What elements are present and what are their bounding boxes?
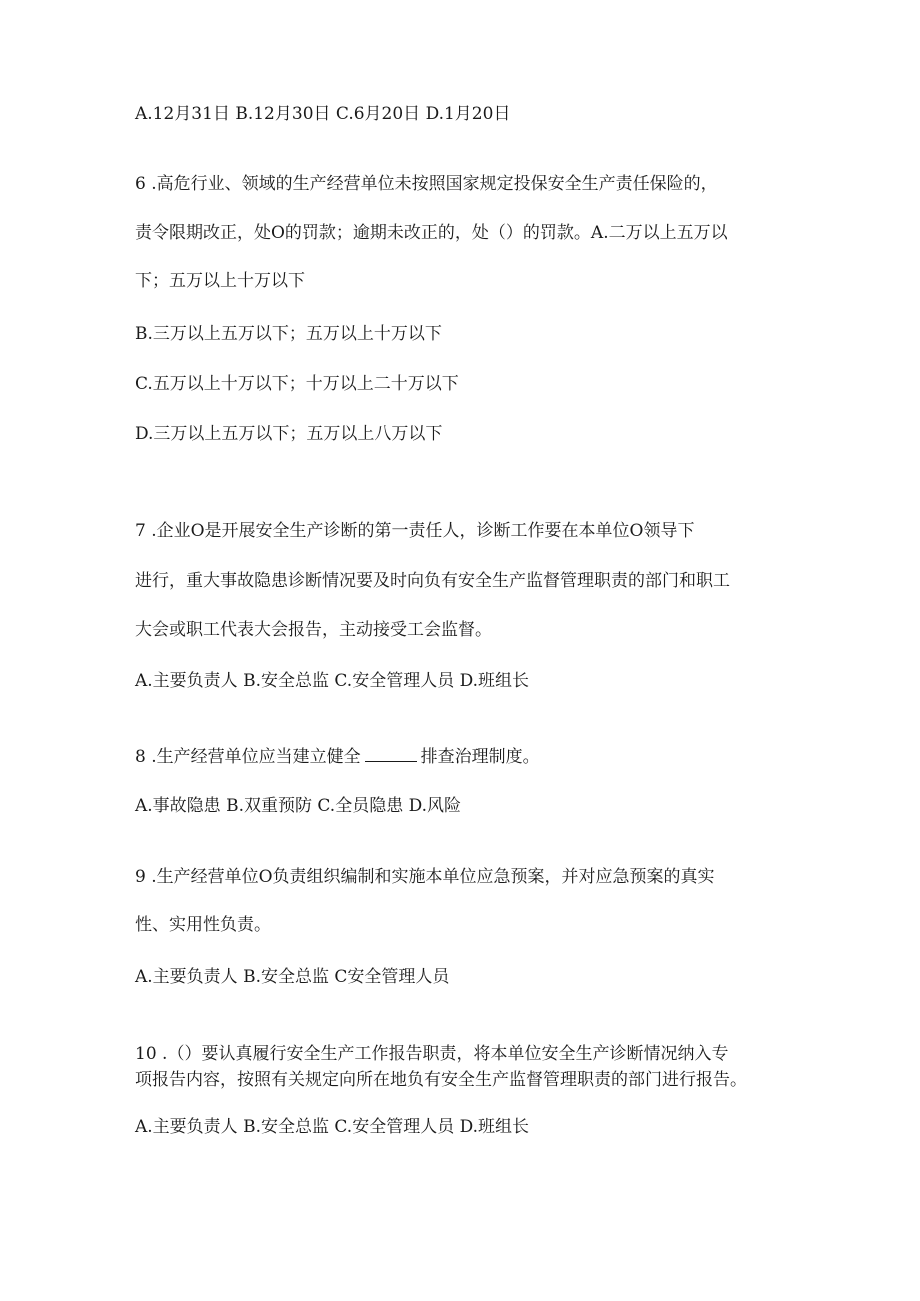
q9-stem-line1: 9 .生产经营单位O负责组织编制和实施本单位应急预案，并对应急预案的真实 — [135, 867, 715, 887]
q6-stem-line1: 6 .高危行业、领域的生产经营单位未按照国家规定投保安全生产责任保险的， — [135, 174, 718, 194]
q8-stem — [135, 745, 540, 768]
q5-options: A.12月31日 B.12月30日 C.6月20日 D.1月20日 — [135, 104, 511, 124]
q10-stem-line2: 项报告内容，按照有关规定向所在地负有安全生产监督管理职责的部门进行报告。 — [135, 1070, 747, 1090]
q6-stem-line2: 责令限期改正，处O的罚款；逾期未改正的，处（）的罚款。A.二万以上五万以 — [135, 223, 728, 243]
q9-options: A.主要负责人 B.安全总监 C安全管理人员 — [135, 967, 450, 987]
q8-stem-after: 排查治理制度。 — [420, 747, 540, 767]
q6-option-d: D.三万以上五万以下；五万以上八万以下 — [135, 424, 443, 444]
q7-options: A.主要负责人 B.安全总监 C.安全管理人员 D.班组长 — [135, 671, 530, 691]
q8-stem-before: 8 .生产经营单位应当建立健全 — [135, 747, 361, 767]
q6-option-c: C.五万以上十万以下；十万以上二十万以下 — [135, 374, 459, 394]
q8-options: A.事故隐患 B.双重预防 C.全员隐患 D.风险 — [135, 796, 462, 816]
q6-stem-line3: 下；五万以上十万以下 — [135, 271, 305, 291]
q8-blank — [365, 745, 417, 762]
q7-stem-line2: 进行，重大事故隐患诊断情况要及时向负有安全生产监督管理职责的部门和职工 — [135, 571, 730, 591]
q10-stem-line1: 10 .（）要认真履行安全生产工作报告职责，将本单位安全生产诊断情况纳入专 — [135, 1044, 729, 1064]
q10-options: A.主要负责人 B.安全总监 C.安全管理人员 D.班组长 — [135, 1117, 530, 1137]
q6-option-b: B.三万以上五万以下；五万以上十万以下 — [135, 324, 442, 344]
q7-stem-line1: 7 .企业O是开展安全生产诊断的第一责任人，诊断工作要在本单位O领导下 — [135, 521, 695, 541]
q9-stem-line2: 性、实用性负责。 — [135, 915, 271, 935]
q7-stem-line3: 大会或职工代表大会报告，主动接受工会监督。 — [135, 620, 492, 640]
